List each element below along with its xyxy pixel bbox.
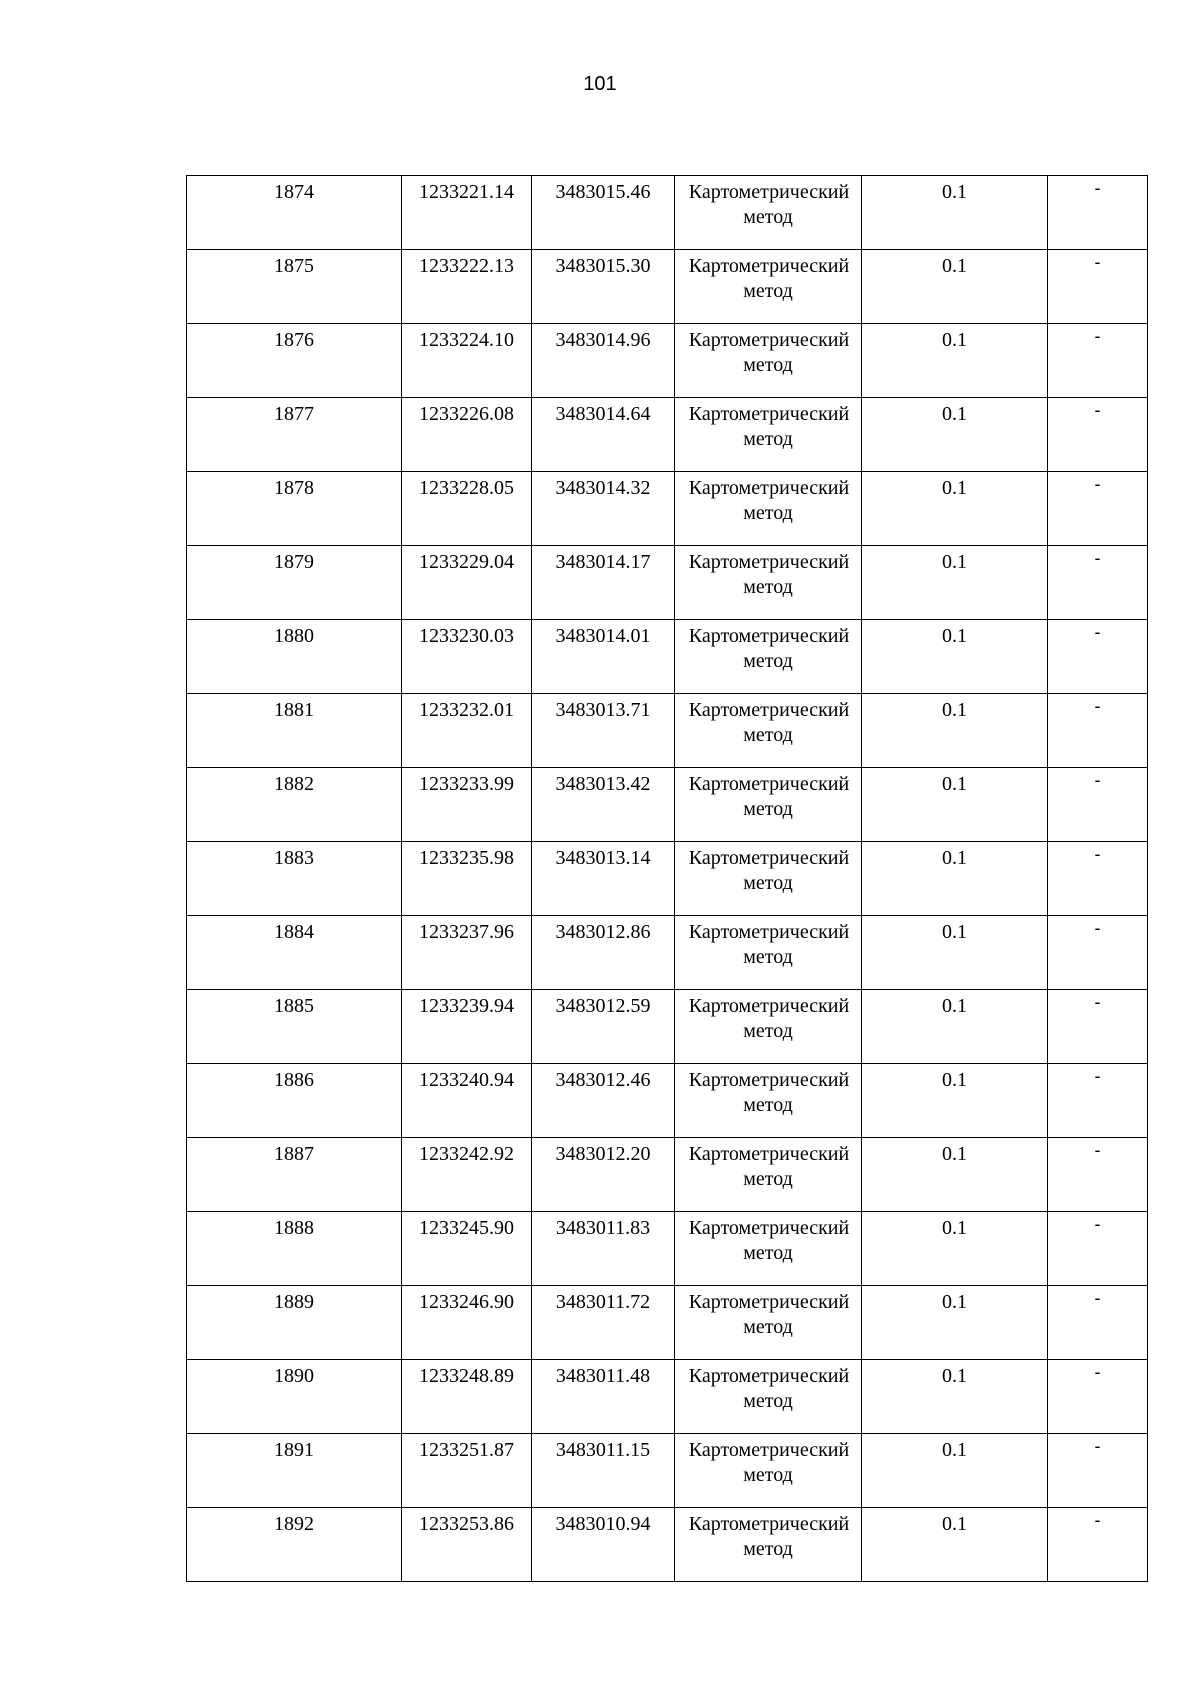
method-text-line2: метод bbox=[743, 1020, 793, 1042]
x-coordinate-text: 1233239.94 bbox=[419, 995, 514, 1017]
x-coordinate-text: 1233240.94 bbox=[419, 1069, 514, 1091]
method-cell bbox=[675, 768, 862, 842]
accuracy-text: 0.1 bbox=[942, 699, 967, 721]
x-coordinate-cell bbox=[402, 842, 532, 916]
accuracy-cell bbox=[862, 768, 1048, 842]
accuracy-cell bbox=[862, 1286, 1048, 1360]
method-text-line1: Картометрический bbox=[688, 1513, 850, 1535]
note-cell bbox=[1048, 620, 1148, 694]
method-cell bbox=[675, 472, 862, 546]
point-number-cell bbox=[187, 398, 402, 472]
method-text-line2: метод bbox=[743, 1316, 793, 1338]
accuracy-text: 0.1 bbox=[942, 1365, 967, 1387]
method-cell bbox=[675, 1212, 862, 1286]
method-text-line1: Картометрический bbox=[688, 477, 850, 499]
point-number-text: 1882 bbox=[274, 773, 314, 795]
y-coordinate-text: 3483011.48 bbox=[555, 1365, 651, 1387]
x-coordinate-text: 1233251.87 bbox=[419, 1439, 514, 1461]
point-number-cell bbox=[187, 768, 402, 842]
x-coordinate-cell bbox=[402, 620, 532, 694]
note-text: - bbox=[1094, 1436, 1101, 1456]
coordinates-table bbox=[186, 175, 1148, 1582]
note-text: - bbox=[1094, 1066, 1101, 1086]
point-number-text: 1879 bbox=[274, 551, 314, 573]
y-coordinate-cell bbox=[532, 842, 675, 916]
y-coordinate-text: 3483014.01 bbox=[555, 625, 651, 647]
accuracy-cell bbox=[862, 546, 1048, 620]
point-number-text: 1891 bbox=[274, 1439, 314, 1461]
table-row bbox=[187, 324, 1148, 398]
method-text-line2: метод bbox=[743, 576, 793, 598]
note-cell bbox=[1048, 324, 1148, 398]
table-row bbox=[187, 472, 1148, 546]
y-coordinate-cell bbox=[532, 472, 675, 546]
x-coordinate-text: 1233237.96 bbox=[419, 921, 514, 943]
x-coordinate-text: 1233245.90 bbox=[419, 1217, 514, 1239]
y-coordinate-cell bbox=[532, 1064, 675, 1138]
table-row bbox=[187, 768, 1148, 842]
note-text: - bbox=[1094, 696, 1101, 716]
y-coordinate-text: 3483014.32 bbox=[555, 477, 651, 499]
y-coordinate-cell bbox=[532, 1360, 675, 1434]
note-cell bbox=[1048, 1434, 1148, 1508]
note-cell bbox=[1048, 398, 1148, 472]
note-cell bbox=[1048, 768, 1148, 842]
method-text-line1: Картометрический bbox=[688, 181, 850, 203]
point-number-cell bbox=[187, 1212, 402, 1286]
x-coordinate-cell bbox=[402, 250, 532, 324]
y-coordinate-cell bbox=[532, 768, 675, 842]
y-coordinate-text: 3483015.30 bbox=[555, 255, 651, 277]
note-text: - bbox=[1094, 326, 1101, 346]
x-coordinate-text: 1233248.89 bbox=[419, 1365, 514, 1387]
y-coordinate-text: 3483012.46 bbox=[555, 1069, 651, 1091]
x-coordinate-cell bbox=[402, 768, 532, 842]
accuracy-cell bbox=[862, 1508, 1048, 1582]
x-coordinate-cell bbox=[402, 1508, 532, 1582]
method-text-line1: Картометрический bbox=[688, 847, 850, 869]
y-coordinate-cell bbox=[532, 1138, 675, 1212]
method-text-line2: метод bbox=[743, 1094, 793, 1116]
accuracy-cell bbox=[862, 250, 1048, 324]
table-row bbox=[187, 176, 1148, 250]
note-text: - bbox=[1094, 1362, 1101, 1382]
point-number-text: 1884 bbox=[274, 921, 314, 943]
method-text-line2: метод bbox=[743, 1464, 793, 1486]
method-text-line2: метод bbox=[743, 1168, 793, 1190]
method-cell bbox=[675, 620, 862, 694]
accuracy-cell bbox=[862, 1434, 1048, 1508]
y-coordinate-text: 3483013.14 bbox=[555, 847, 651, 869]
y-coordinate-cell bbox=[532, 990, 675, 1064]
accuracy-cell bbox=[862, 472, 1048, 546]
x-coordinate-text: 1233235.98 bbox=[419, 847, 514, 869]
note-text: - bbox=[1094, 178, 1101, 198]
y-coordinate-text: 3483011.83 bbox=[555, 1217, 651, 1239]
method-text-line1: Картометрический bbox=[688, 1143, 850, 1165]
table-row bbox=[187, 1138, 1148, 1212]
accuracy-cell bbox=[862, 176, 1048, 250]
method-text-line1: Картометрический bbox=[688, 255, 850, 277]
accuracy-text: 0.1 bbox=[942, 773, 967, 795]
point-number-cell bbox=[187, 694, 402, 768]
point-number-text: 1876 bbox=[274, 329, 314, 351]
accuracy-text: 0.1 bbox=[942, 255, 967, 277]
accuracy-cell bbox=[862, 694, 1048, 768]
point-number-cell bbox=[187, 620, 402, 694]
note-text: - bbox=[1094, 918, 1101, 938]
method-cell bbox=[675, 842, 862, 916]
x-coordinate-cell bbox=[402, 1434, 532, 1508]
y-coordinate-cell bbox=[532, 546, 675, 620]
point-number-text: 1874 bbox=[274, 181, 314, 203]
note-text: - bbox=[1094, 992, 1101, 1012]
x-coordinate-cell bbox=[402, 324, 532, 398]
method-text-line1: Картометрический bbox=[688, 625, 850, 647]
accuracy-cell bbox=[862, 1360, 1048, 1434]
note-text: - bbox=[1094, 622, 1101, 642]
point-number-text: 1881 bbox=[274, 699, 314, 721]
x-coordinate-cell bbox=[402, 1138, 532, 1212]
table-row bbox=[187, 620, 1148, 694]
note-text: - bbox=[1094, 1140, 1101, 1160]
accuracy-cell bbox=[862, 916, 1048, 990]
note-text: - bbox=[1094, 1214, 1101, 1234]
accuracy-text: 0.1 bbox=[942, 477, 967, 499]
method-cell bbox=[675, 324, 862, 398]
accuracy-cell bbox=[862, 398, 1048, 472]
note-cell bbox=[1048, 472, 1148, 546]
y-coordinate-text: 3483014.64 bbox=[555, 403, 651, 425]
point-number-text: 1877 bbox=[274, 403, 314, 425]
x-coordinate-cell bbox=[402, 990, 532, 1064]
coordinates-table-body bbox=[187, 176, 1148, 1582]
note-cell bbox=[1048, 916, 1148, 990]
method-cell bbox=[675, 916, 862, 990]
accuracy-text: 0.1 bbox=[942, 1439, 967, 1461]
x-coordinate-text: 1233242.92 bbox=[419, 1143, 514, 1165]
table-row bbox=[187, 694, 1148, 768]
y-coordinate-cell bbox=[532, 620, 675, 694]
method-text-line1: Картометрический bbox=[688, 1069, 850, 1091]
point-number-cell bbox=[187, 324, 402, 398]
note-cell bbox=[1048, 1064, 1148, 1138]
x-coordinate-cell bbox=[402, 176, 532, 250]
point-number-cell bbox=[187, 1286, 402, 1360]
accuracy-cell bbox=[862, 620, 1048, 694]
method-text-line1: Картометрический bbox=[688, 699, 850, 721]
x-coordinate-text: 1233226.08 bbox=[419, 403, 514, 425]
y-coordinate-cell bbox=[532, 916, 675, 990]
y-coordinate-text: 3483014.96 bbox=[555, 329, 651, 351]
y-coordinate-cell bbox=[532, 1286, 675, 1360]
accuracy-text: 0.1 bbox=[942, 1217, 967, 1239]
note-cell bbox=[1048, 990, 1148, 1064]
x-coordinate-cell bbox=[402, 472, 532, 546]
note-text: - bbox=[1094, 252, 1101, 272]
point-number-text: 1880 bbox=[274, 625, 314, 647]
accuracy-text: 0.1 bbox=[942, 1513, 967, 1535]
method-text-line2: метод bbox=[743, 724, 793, 746]
x-coordinate-cell bbox=[402, 1286, 532, 1360]
method-cell bbox=[675, 176, 862, 250]
note-cell bbox=[1048, 1138, 1148, 1212]
method-cell bbox=[675, 546, 862, 620]
note-cell bbox=[1048, 1212, 1148, 1286]
x-coordinate-cell bbox=[402, 1360, 532, 1434]
y-coordinate-cell bbox=[532, 694, 675, 768]
point-number-cell bbox=[187, 1508, 402, 1582]
method-cell bbox=[675, 1064, 862, 1138]
method-cell bbox=[675, 1360, 862, 1434]
y-coordinate-text: 3483011.72 bbox=[555, 1291, 651, 1313]
method-text-line1: Картометрический bbox=[688, 551, 850, 573]
accuracy-text: 0.1 bbox=[942, 181, 967, 203]
note-text: - bbox=[1094, 548, 1101, 568]
table-row bbox=[187, 1286, 1148, 1360]
point-number-text: 1888 bbox=[274, 1217, 314, 1239]
accuracy-text: 0.1 bbox=[942, 329, 967, 351]
note-text: - bbox=[1094, 770, 1101, 790]
note-cell bbox=[1048, 250, 1148, 324]
accuracy-text: 0.1 bbox=[942, 847, 967, 869]
note-cell bbox=[1048, 1508, 1148, 1582]
x-coordinate-text: 1233233.99 bbox=[419, 773, 514, 795]
point-number-cell bbox=[187, 1434, 402, 1508]
x-coordinate-text: 1233253.86 bbox=[419, 1513, 514, 1535]
method-text-line1: Картометрический bbox=[688, 773, 850, 795]
x-coordinate-cell bbox=[402, 694, 532, 768]
method-text-line2: метод bbox=[743, 502, 793, 524]
accuracy-cell bbox=[862, 324, 1048, 398]
note-text: - bbox=[1094, 400, 1101, 420]
page-number: 101 bbox=[583, 73, 617, 95]
table-row bbox=[187, 398, 1148, 472]
point-number-text: 1878 bbox=[274, 477, 314, 499]
method-text-line2: метод bbox=[743, 428, 793, 450]
note-text: - bbox=[1094, 474, 1101, 494]
point-number-cell bbox=[187, 472, 402, 546]
table-row bbox=[187, 990, 1148, 1064]
y-coordinate-cell bbox=[532, 1212, 675, 1286]
accuracy-cell bbox=[862, 990, 1048, 1064]
y-coordinate-text: 3483012.20 bbox=[555, 1143, 651, 1165]
method-text-line1: Картометрический bbox=[688, 1439, 850, 1461]
method-text-line1: Картометрический bbox=[688, 1217, 850, 1239]
method-cell bbox=[675, 990, 862, 1064]
method-cell bbox=[675, 1138, 862, 1212]
y-coordinate-cell bbox=[532, 398, 675, 472]
y-coordinate-cell bbox=[532, 1434, 675, 1508]
method-text-line2: метод bbox=[743, 1390, 793, 1412]
method-text-line1: Картометрический bbox=[688, 403, 850, 425]
y-coordinate-text: 3483013.42 bbox=[555, 773, 651, 795]
y-coordinate-cell bbox=[532, 324, 675, 398]
method-text-line1: Картометрический bbox=[688, 921, 850, 943]
point-number-cell bbox=[187, 1138, 402, 1212]
x-coordinate-cell bbox=[402, 1064, 532, 1138]
method-text-line1: Картометрический bbox=[688, 1365, 850, 1387]
method-text-line2: метод bbox=[743, 946, 793, 968]
method-cell bbox=[675, 1508, 862, 1582]
x-coordinate-cell bbox=[402, 916, 532, 990]
accuracy-text: 0.1 bbox=[942, 1291, 967, 1313]
accuracy-text: 0.1 bbox=[942, 551, 967, 573]
y-coordinate-cell bbox=[532, 250, 675, 324]
point-number-cell bbox=[187, 1064, 402, 1138]
method-text-line2: метод bbox=[743, 1242, 793, 1264]
method-text-line1: Картометрический bbox=[688, 329, 850, 351]
method-cell bbox=[675, 1286, 862, 1360]
accuracy-text: 0.1 bbox=[942, 1143, 967, 1165]
note-cell bbox=[1048, 842, 1148, 916]
note-cell bbox=[1048, 1360, 1148, 1434]
y-coordinate-text: 3483013.71 bbox=[555, 699, 651, 721]
x-coordinate-cell bbox=[402, 1212, 532, 1286]
accuracy-cell bbox=[862, 842, 1048, 916]
note-cell bbox=[1048, 176, 1148, 250]
point-number-text: 1889 bbox=[274, 1291, 314, 1313]
method-cell bbox=[675, 694, 862, 768]
table-row bbox=[187, 1434, 1148, 1508]
table-row bbox=[187, 916, 1148, 990]
method-text-line1: Картометрический bbox=[688, 1291, 850, 1313]
method-text-line2: метод bbox=[743, 872, 793, 894]
accuracy-text: 0.1 bbox=[942, 625, 967, 647]
x-coordinate-text: 1233229.04 bbox=[419, 551, 514, 573]
x-coordinate-text: 1233222.13 bbox=[419, 255, 514, 277]
table-row bbox=[187, 842, 1148, 916]
y-coordinate-text: 3483012.59 bbox=[555, 995, 651, 1017]
accuracy-cell bbox=[862, 1138, 1048, 1212]
table-row bbox=[187, 1064, 1148, 1138]
method-cell bbox=[675, 398, 862, 472]
point-number-text: 1887 bbox=[274, 1143, 314, 1165]
point-number-text: 1875 bbox=[274, 255, 314, 277]
table-row bbox=[187, 1508, 1148, 1582]
note-text: - bbox=[1094, 1510, 1101, 1530]
accuracy-text: 0.1 bbox=[942, 921, 967, 943]
y-coordinate-cell bbox=[532, 1508, 675, 1582]
x-coordinate-text: 1233230.03 bbox=[419, 625, 514, 647]
table-row bbox=[187, 546, 1148, 620]
point-number-cell bbox=[187, 842, 402, 916]
point-number-cell bbox=[187, 250, 402, 324]
x-coordinate-cell bbox=[402, 398, 532, 472]
y-coordinate-text: 3483010.94 bbox=[555, 1513, 651, 1535]
table-row bbox=[187, 1360, 1148, 1434]
y-coordinate-text: 3483014.17 bbox=[555, 551, 651, 573]
point-number-text: 1885 bbox=[274, 995, 314, 1017]
x-coordinate-text: 1233246.90 bbox=[419, 1291, 514, 1313]
y-coordinate-text: 3483011.15 bbox=[555, 1439, 651, 1461]
x-coordinate-text: 1233221.14 bbox=[419, 181, 514, 203]
accuracy-text: 0.1 bbox=[942, 995, 967, 1017]
method-text-line2: метод bbox=[743, 1538, 793, 1560]
method-text-line2: метод bbox=[743, 650, 793, 672]
x-coordinate-text: 1233232.01 bbox=[419, 699, 514, 721]
point-number-cell bbox=[187, 990, 402, 1064]
accuracy-text: 0.1 bbox=[942, 1069, 967, 1091]
method-text-line2: метод bbox=[743, 206, 793, 228]
note-cell bbox=[1048, 1286, 1148, 1360]
y-coordinate-text: 3483012.86 bbox=[555, 921, 651, 943]
y-coordinate-cell bbox=[532, 176, 675, 250]
note-text: - bbox=[1094, 1288, 1101, 1308]
point-number-cell bbox=[187, 176, 402, 250]
note-text: - bbox=[1094, 844, 1101, 864]
x-coordinate-text: 1233224.10 bbox=[419, 329, 514, 351]
accuracy-text: 0.1 bbox=[942, 403, 967, 425]
method-text-line2: метод bbox=[743, 280, 793, 302]
y-coordinate-text: 3483015.46 bbox=[555, 181, 651, 203]
method-text-line1: Картометрический bbox=[688, 995, 850, 1017]
accuracy-cell bbox=[862, 1212, 1048, 1286]
x-coordinate-cell bbox=[402, 546, 532, 620]
method-text-line2: метод bbox=[743, 354, 793, 376]
point-number-text: 1890 bbox=[274, 1365, 314, 1387]
x-coordinate-text: 1233228.05 bbox=[419, 477, 514, 499]
point-number-cell bbox=[187, 916, 402, 990]
table-row bbox=[187, 1212, 1148, 1286]
method-cell bbox=[675, 250, 862, 324]
method-text-line2: метод bbox=[743, 798, 793, 820]
point-number-text: 1892 bbox=[274, 1513, 314, 1535]
point-number-text: 1883 bbox=[274, 847, 314, 869]
point-number-text: 1886 bbox=[274, 1069, 314, 1091]
note-cell bbox=[1048, 546, 1148, 620]
point-number-cell bbox=[187, 546, 402, 620]
method-cell bbox=[675, 1434, 862, 1508]
table-row bbox=[187, 250, 1148, 324]
accuracy-cell bbox=[862, 1064, 1048, 1138]
point-number-cell bbox=[187, 1360, 402, 1434]
note-cell bbox=[1048, 694, 1148, 768]
